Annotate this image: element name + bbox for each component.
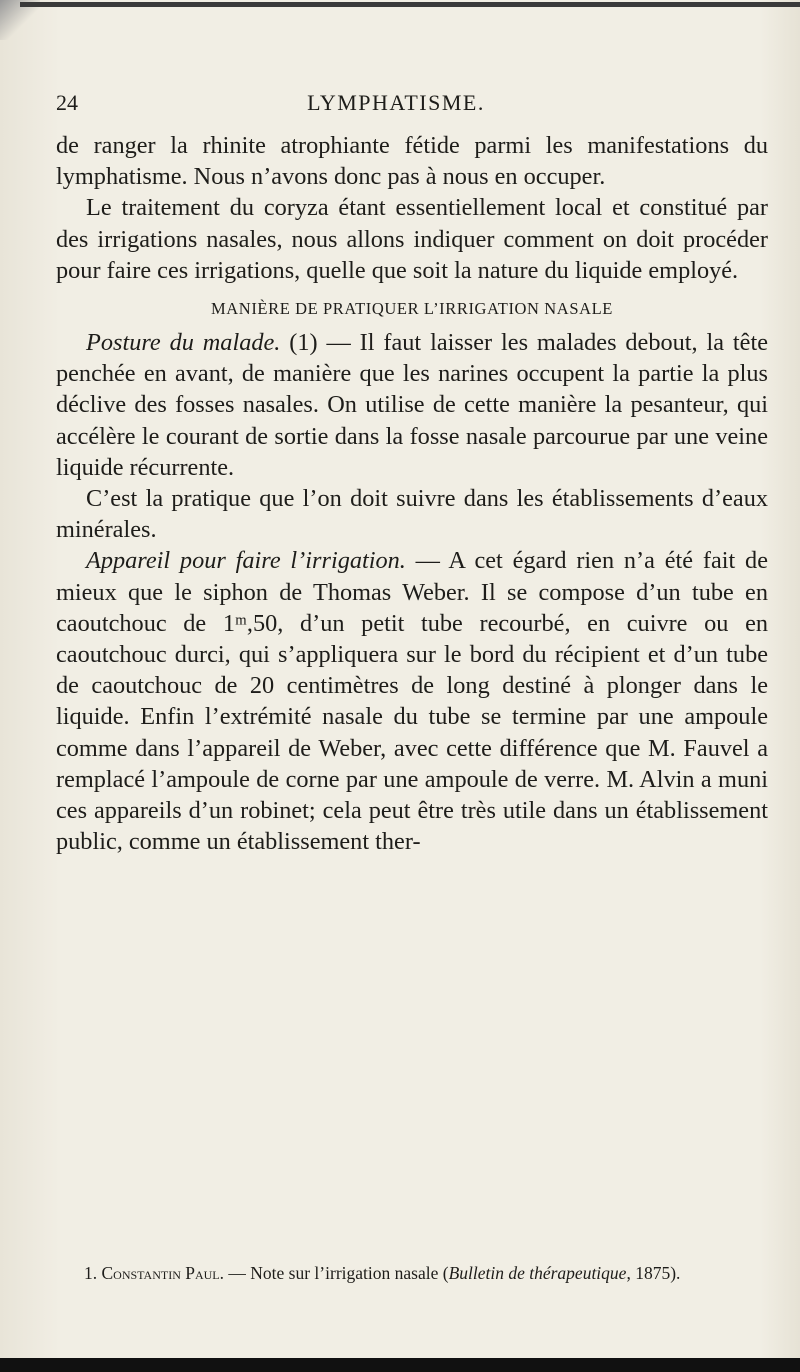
footnote-text xyxy=(56,1262,768,1285)
body-text xyxy=(56,130,768,857)
paragraph-4: C’est la pratique que l’on doit suivre dans les établissements d’eaux minérales. xyxy=(56,485,768,544)
page-bottom-edge xyxy=(0,1358,800,1372)
footnote-journal: Bulletin de thérapeutique xyxy=(448,1263,627,1283)
posture-lead: Posture du malade. xyxy=(86,329,281,357)
footnote xyxy=(56,1262,768,1285)
paragraph-5 xyxy=(56,545,768,857)
footnote-number: 1. xyxy=(84,1263,98,1283)
posture-text: (1) — Il faut laisser les malades debout, la tête penchée en avant, de manière que les narines occupent la partie la plus déclive des fosses nasales. On utilise de cette manière la pesanteur, qui accélère le courant de sortie dans la fosse nasale parcourue par une veine liquide récurrente. xyxy=(56,329,768,481)
appareil-text: — A cet égard rien n’a été fait de mieux que le siphon de Thomas Weber. Il se compose d’un tube en caoutchouc de 1ᵐ,50, d’un petit tube recourbé, en cuivre ou en caoutchouc durci, qui s’appliquera sur le bord du récipient et d’un tube de caoutchouc de 20 centimètres de long destiné à plonger dans le liquide. Enfin l’extrémité nasale du tube se termine par une ampoule comme dans l’appareil de Weber, avec cette différence que M. Fauvel a remplacé l’ampoule de corne par une ampoule de verre. M. Alvin a muni ces appareils d’un robinet; cela peut être très utile dans un établissement public, comme un établissement ther- xyxy=(56,547,768,856)
page-top-rule xyxy=(20,2,800,7)
page-number: 24 xyxy=(56,90,78,115)
paragraph-3 xyxy=(56,327,768,483)
appareil-lead: Appareil pour faire l’irrigation. xyxy=(86,547,406,575)
section-heading: MANIÈRE DE PRATIQUER L’IRRIGATION NASALE xyxy=(211,299,613,319)
paragraph-1: de ranger la rhinite atrophiante fétide parmi les manifestations du lymphatisme. Nous n’avons donc pas à nous en occuper. xyxy=(56,132,768,191)
paragraph-2: Le traitement du coryza étant essentiellement local et constitué par des irrigations nasales, nous allons indiquer comment on doit procéder pour faire ces irrigations, quelle que soit la nature du liquide employé. xyxy=(56,194,768,284)
footnote-title: — Note sur l’irrigation nasale ( xyxy=(224,1263,449,1283)
footnote-year: , 1875). xyxy=(626,1263,681,1283)
page-header xyxy=(56,90,736,120)
footnote-author: Constantin Paul. xyxy=(101,1263,225,1283)
running-title: LYMPHATISME. xyxy=(307,90,485,115)
